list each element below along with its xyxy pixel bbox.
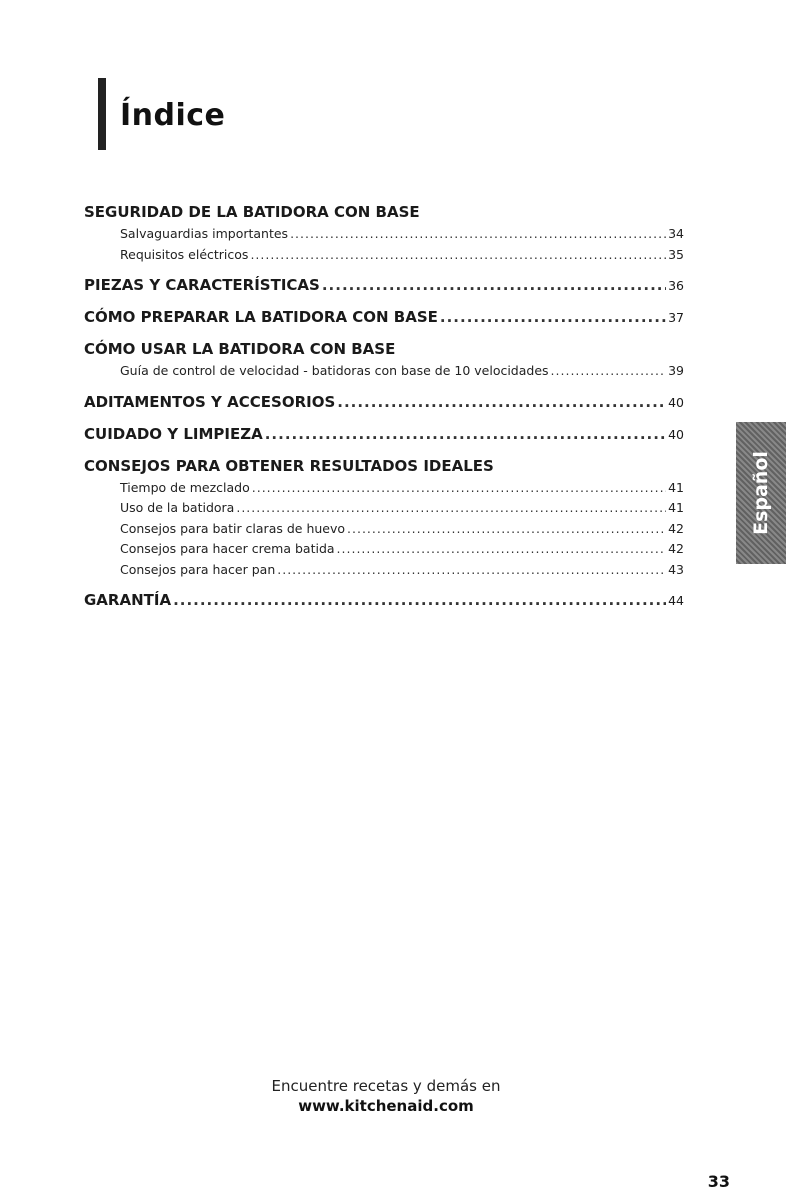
toc-entry-label: CUIDADO Y LIMPIEZA (84, 424, 263, 443)
toc-subsection-entry[interactable] (84, 245, 684, 266)
language-tab (736, 422, 786, 564)
toc-section-entry[interactable] (84, 305, 684, 329)
toc-dot-leader (252, 478, 666, 499)
toc-dot-leader (347, 519, 666, 540)
toc-subsection-entry[interactable] (84, 224, 684, 245)
toc-entry-label: Consejos para hacer pan (120, 561, 276, 577)
toc-entry-page: 39 (668, 363, 684, 378)
toc-subsection-entry[interactable] (84, 498, 684, 519)
toc-section-entry[interactable] (84, 588, 684, 612)
toc-dot-leader (322, 273, 666, 297)
toc-subsection-entry[interactable] (84, 560, 684, 581)
toc-entry-label: Requisitos eléctricos (120, 246, 249, 262)
toc-entry-page: 35 (668, 246, 684, 262)
toc-entry-label: CÓMO PREPARAR LA BATIDORA CON BASE (84, 308, 438, 326)
toc-dot-leader (250, 245, 666, 266)
toc-entry-page: 41 (668, 500, 684, 515)
toc-entry-page: 43 (668, 561, 684, 577)
page-title: Índice (120, 98, 226, 133)
toc-dot-leader (236, 498, 666, 519)
toc-entry-label: Consejos para batir claras de huevo (120, 520, 346, 536)
toc-entry-label: Salvaguardias importantes (120, 226, 289, 241)
toc-subsection-entry[interactable] (84, 539, 684, 560)
toc-entry-label: CÓMO USAR LA BATIDORA CON BASE (84, 340, 396, 358)
toc-dot-leader (173, 588, 666, 612)
toc-entry-label: SEGURIDAD DE LA BATIDORA CON BASE (84, 203, 420, 221)
toc-entry-label: PIEZAS Y CARACTERÍSTICAS (84, 276, 320, 294)
toc-entry-label: Consejos para hacer crema batida (120, 541, 335, 556)
page-number: 33 (707, 1172, 730, 1191)
toc-section-entry[interactable] (84, 200, 684, 224)
toc-entry-page: 40 (668, 394, 684, 410)
toc-entry-label: Uso de la batidora (120, 500, 235, 515)
toc-entry-page: 41 (668, 479, 684, 495)
toc-dot-leader (337, 539, 667, 560)
toc-entry-page: 36 (668, 278, 684, 293)
toc-subsection-entry[interactable] (84, 519, 684, 540)
toc-section-entry[interactable] (84, 273, 684, 297)
toc-entry-page: 42 (668, 541, 684, 556)
language-tab-label: Español (750, 451, 772, 535)
table-of-contents (84, 200, 684, 612)
toc-entry-label: CONSEJOS PARA OBTENER RESULTADOS IDEALES (84, 456, 494, 475)
toc-section-entry[interactable] (84, 422, 684, 446)
toc-entry-label: ADITAMENTOS Y ACCESORIOS (84, 392, 336, 411)
toc-entry-page: 42 (668, 520, 684, 536)
toc-entry-page: 37 (668, 310, 684, 325)
toc-entry-page: 44 (668, 593, 684, 608)
footer-text: Encuentre recetas y demás en (271, 1077, 501, 1095)
footer-website-link[interactable]: www.kitchenaid.com (298, 1097, 474, 1115)
toc-section-entry[interactable] (84, 390, 684, 414)
toc-entry-page: 34 (668, 226, 684, 241)
toc-dot-leader (290, 224, 666, 245)
toc-entry-label: GARANTÍA (84, 591, 172, 609)
toc-entry-label: Guía de control de velocidad - batidoras con base de 10 velocidades (120, 363, 549, 378)
toc-subsection-entry[interactable] (84, 361, 684, 382)
title-accent-bar (98, 78, 106, 150)
toc-dot-leader (551, 361, 667, 382)
toc-entry-label: Tiempo de mezclado (120, 479, 250, 495)
toc-subsection-entry[interactable] (84, 478, 684, 499)
footer (186, 1076, 586, 1116)
toc-entry-page: 40 (668, 426, 684, 442)
toc-dot-leader (337, 390, 666, 414)
toc-dot-leader (440, 305, 666, 329)
toc-section-entry[interactable] (84, 337, 684, 361)
toc-section-entry[interactable] (84, 454, 684, 478)
toc-dot-leader (265, 422, 666, 446)
toc-dot-leader (277, 560, 666, 581)
